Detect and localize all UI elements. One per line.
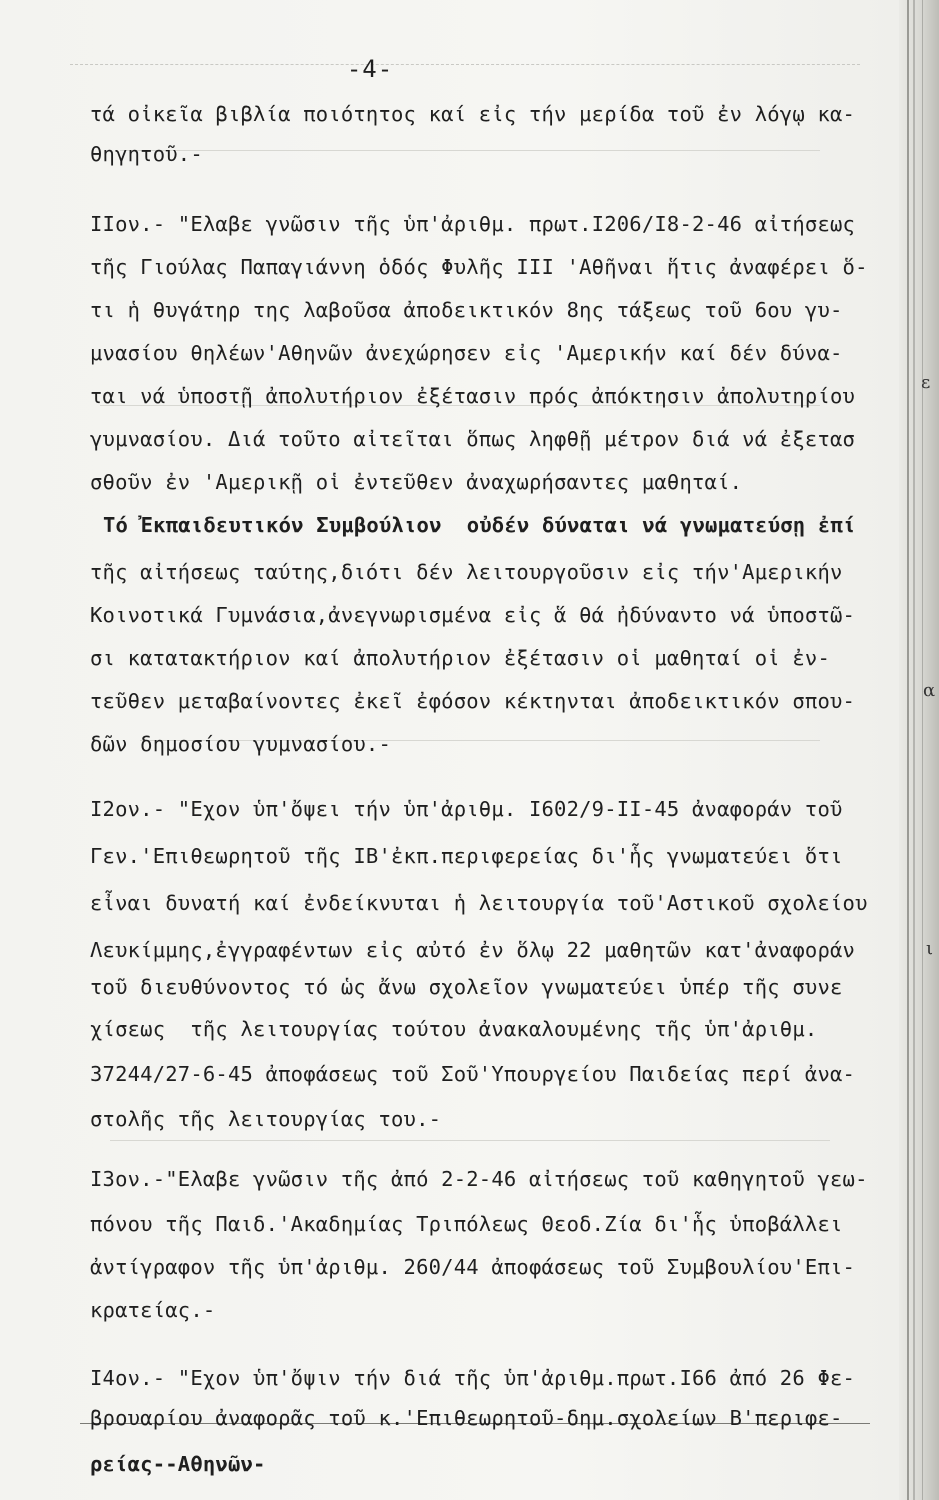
- binding-line: [922, 0, 923, 1500]
- text-line: βρουαρίου ἀναφορᾶς τοῦ κ.'Επιθεωρητοῦ-δημ.σχολείων Β'περιφε-: [90, 1406, 843, 1430]
- text-line: τοῦ διευθύνοντος τό ὡς ἄνω σχολεῖον γνωματεύει ὑπέρ τῆς συνε: [90, 975, 843, 999]
- page-number: -4-: [346, 55, 394, 83]
- text-line: γυμνασίου. Διά τοῦτο αἰτεῖται ὅπως ληφθῇ μέτρον διά νά ἐξετασ: [90, 427, 856, 451]
- text-line: Γεν.'Επιθεωρητοῦ τῆς ΙΒ'ἐκπ.περιφερείας δι'ἧς γνωματεύει ὅτι: [90, 844, 843, 868]
- text-line: ρείας--Αθηνῶν-: [90, 1452, 266, 1476]
- text-line: θηγητοῦ.-: [90, 142, 203, 166]
- text-line: τῆς αἰτήσεως ταύτης,διότι δέν λειτουργοῦσιν εἰς τήν'Αμερικήν: [90, 560, 843, 584]
- text-line: Λευκίμμης,ἐγγραφέντων εἰς αὐτό ἐν ὅλῳ 22 μαθητῶν κατ'ἀναφοράν: [90, 938, 856, 962]
- show-through-line: [120, 150, 820, 151]
- text-line: εἶναι δυνατή καί ἐνδείκνυται ἡ λειτουργία τοῦ'Αστικοῦ σχολείου: [90, 891, 868, 915]
- text-line: I4ον.- "Εχον ὑπ'ὄψιν τήν διά τῆς ὑπ'ἀριθμ.πρωτ.I66 ἀπό 26 Φε-: [90, 1366, 856, 1390]
- text-line: δῶν δημοσίου γυμνασίου.-: [90, 732, 392, 756]
- page-binding-edge: [899, 0, 939, 1500]
- text-line: I3ον.-"Ελαβε γνῶσιν τῆς ἀπό 2-2-46 αἰτήσεως τοῦ καθηγητοῦ γεω-: [90, 1167, 868, 1191]
- text-line: κρατείας.-: [90, 1298, 216, 1322]
- text-line: τά οἰκεῖα βιβλία ποιότητος καί εἰς τήν μερίδα τοῦ ἐν λόγῳ κα-: [90, 102, 856, 126]
- text-line: στολῆς τῆς λειτουργίας του.-: [90, 1107, 442, 1131]
- text-line: σι κατατακτήριον καί ἀπολυτήριον ἐξέτασιν οἱ μαθηταί οἱ ἐν-: [90, 646, 830, 670]
- header-dashed-rule: [70, 64, 860, 65]
- text-line: Τό Ἐκπαιδευτικόν Συμβούλιον οὐδέν δύναται νά γνωματεύσῃ ἐπί: [103, 513, 856, 537]
- text-line: τι ἡ θυγάτηρ της λαβοῦσα ἀποδεικτικόν 8ης τάξεως τοῦ 6ου γυ-: [90, 298, 843, 322]
- text-line: I2ον.- "Εχον ὑπ'ὄψει τήν ὑπ'ἀριθμ. I602/9-II-45 ἀναφοράν τοῦ: [90, 797, 843, 821]
- text-line: τεῦθεν μεταβαίνοντες ἐκεῖ ἐφόσον κέκτηνται ἀποδεικτικόν σπου-: [90, 689, 856, 713]
- text-line: χίσεως τῆς λειτουργίας τούτου ἀνακαλουμένης τῆς ὑπ'ἀριθμ.: [90, 1017, 818, 1041]
- text-line: 37244/27-6-45 ἀποφάσεως τοῦ Σοῦ'Υπουργείου Παιδείας περί ἀνα-: [90, 1062, 856, 1086]
- binding-line: [913, 0, 915, 1500]
- text-line: ται νά ὑποστῇ ἀπολυτήριον ἐξέτασιν πρός ἀπόκτησιν ἀπολυτηρίου: [90, 384, 856, 408]
- text-line: πόνου τῆς Παιδ.'Ακαδημίας Τριπόλεως Θεοδ.Ζία δι'ἧς ὑποβάλλει: [90, 1212, 843, 1236]
- binding-line: [907, 0, 909, 1500]
- margin-mark: α: [923, 680, 936, 701]
- text-line: μνασίου θηλέων'Αθηνῶν ἀνεχώρησεν εἰς 'Αμερικήν καί δέν δύνα-: [90, 341, 843, 365]
- text-line: ἀντίγραφον τῆς ὑπ'ἀριθμ. 260/44 ἀποφάσεως τοῦ Συμβουλίου'Επι-: [90, 1255, 856, 1279]
- text-line: Κοινοτικά Γυμνάσια,ἀνεγνωρισμένα εἰς ἅ θά ἠδύναντο νά ὑποστῶ-: [90, 603, 856, 627]
- text-line: IIον.- "Ελαβε γνῶσιν τῆς ὑπ'ἀριθμ. πρωτ.I206/I8-2-46 αἰτήσεως: [90, 212, 856, 236]
- text-line: σθοῦν ἐν 'Αμερικῇ οἱ ἐντεῦθεν ἀναχωρήσαντες μαθηταί.: [90, 470, 743, 494]
- margin-mark: ι: [926, 938, 934, 959]
- margin-mark: ε: [921, 372, 931, 393]
- show-through-line: [110, 1140, 830, 1141]
- text-line: τῆς Γιούλας Παπαγιάννη ὁδός Φυλῆς III 'Αθῆναι ἥτις ἀναφέρει ὅ-: [90, 255, 868, 279]
